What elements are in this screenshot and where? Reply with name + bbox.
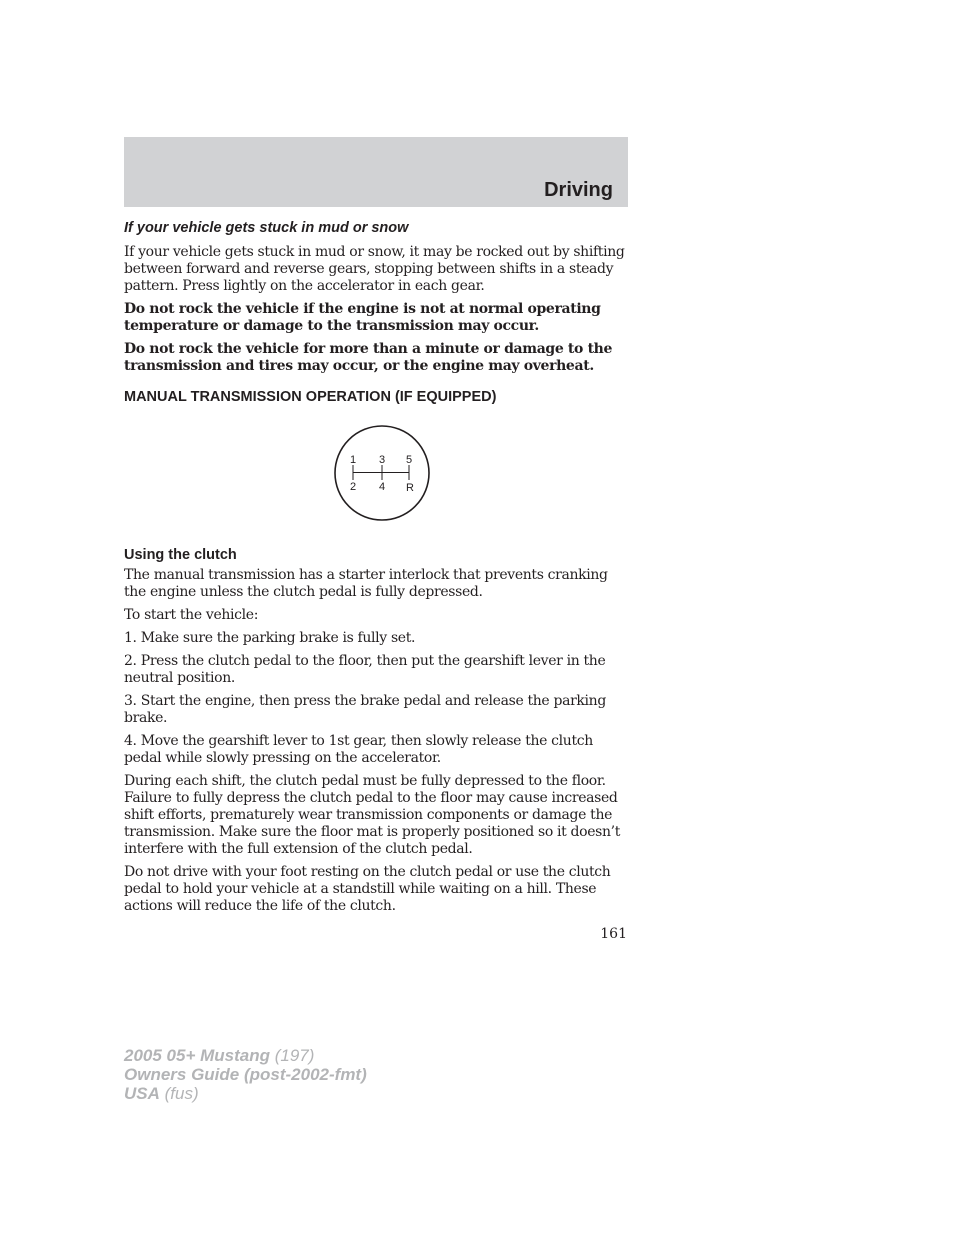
start-step-2: 2. Press the clutch pedal to the floor, then put the gearshift lever in the neutral position. <box>124 653 606 686</box>
footer-model-code: (197) <box>270 1046 315 1065</box>
gear-4-label: 4 <box>378 481 386 493</box>
main-content <box>124 220 628 405</box>
start-step-4: 4. Move the gearshift lever to 1st gear, then slowly release the clutch pedal while slowly pressing on the accelerator. <box>124 733 593 766</box>
gear-1-label: 1 <box>349 454 357 466</box>
gear-3-label: 3 <box>378 454 386 466</box>
footer-guide: Owners Guide (post-2002-fmt) <box>124 1065 367 1084</box>
footer-model: 2005 05+ Mustang <box>124 1046 270 1065</box>
gear-2-label: 2 <box>349 481 357 493</box>
stuck-heading: If your vehicle gets stuck in mud or snow <box>124 220 409 236</box>
clutch-paragraph-1: The manual transmission has a starter interlock that prevents cranking the engine unless the clutch pedal is fully depressed. <box>124 567 608 600</box>
start-intro: To start the vehicle: <box>124 607 259 623</box>
footer-market: USA <box>124 1084 160 1103</box>
start-step-1: 1. Make sure the parking brake is fully set. <box>124 630 416 646</box>
stuck-warning-1: Do not rock the vehicle if the engine is not at normal operating temperature or damage to the transmission may occur. <box>124 301 601 334</box>
section-header-band <box>124 137 628 207</box>
footer-line-2 <box>124 1065 367 1084</box>
section-title: Driving <box>544 179 613 201</box>
start-step-3: 3. Start the engine, then press the brake pedal and release the parking brake. <box>124 693 606 726</box>
document-footer <box>124 1046 367 1103</box>
gear-reverse-label: R <box>406 482 414 494</box>
clutch-paragraph-3: Do not drive with your foot resting on the clutch pedal or use the clutch pedal to hold your vehicle at a standstill while waiting on a hill. These actions will reduce the life of the clutch. <box>124 864 611 914</box>
shift-pattern-diagram <box>333 425 433 525</box>
stuck-warning-2: Do not rock the vehicle for more than a minute or damage to the transmission and tires may occur, or the engine may overheat. <box>124 341 613 374</box>
clutch-paragraph-2: During each shift, the clutch pedal must be fully depressed to the floor. Failure to fully depress the clutch pedal to the floor may cause increased shift efforts, prematurely wear transmission components or damage the transmission. Make sure the floor mat is properly positioned so it doesn’t interfere with the full extension of the clutch pedal. <box>124 773 621 857</box>
gear-5-label: 5 <box>405 454 413 466</box>
clutch-section <box>124 547 628 921</box>
stuck-paragraph: If your vehicle gets stuck in mud or snow, it may be rocked out by shifting between forward and reverse gears, stopping between shifts in a steady pattern. Press lightly on the accelerator in each gear. <box>124 244 625 294</box>
page-number: 161 <box>600 926 627 942</box>
footer-line-3 <box>124 1084 367 1103</box>
footer-market-code: (fus) <box>159 1084 199 1103</box>
clutch-heading: Using the clutch <box>124 547 237 563</box>
manual-transmission-heading: MANUAL TRANSMISSION OPERATION (IF EQUIPPED) <box>124 389 497 405</box>
footer-line-1 <box>124 1046 367 1065</box>
